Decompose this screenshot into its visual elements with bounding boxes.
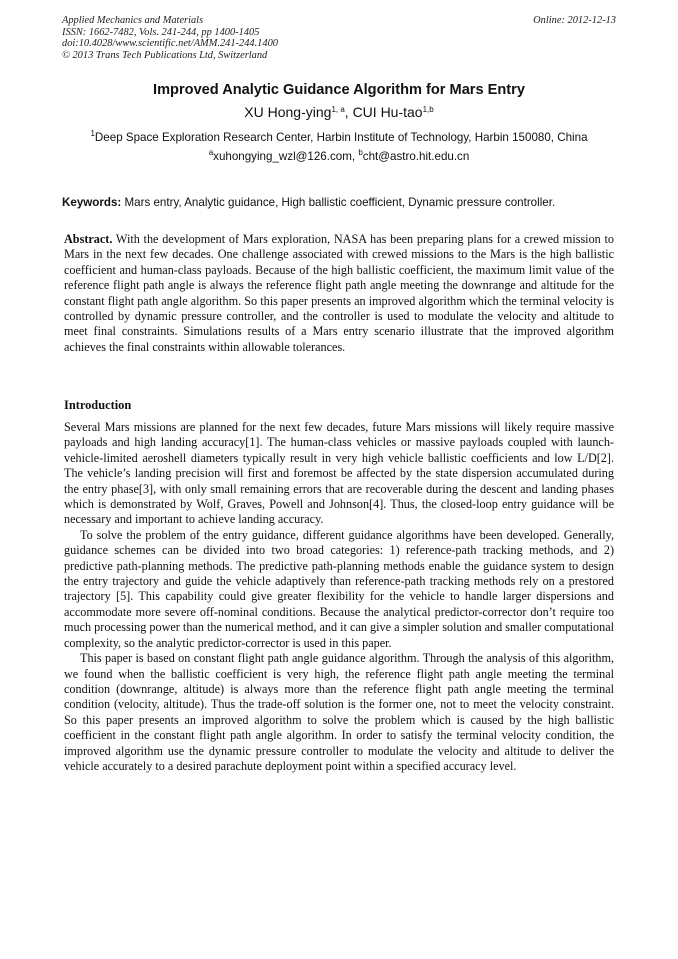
author-separator: , (344, 104, 353, 120)
journal-issn: ISSN: 1662-7482, Vols. 241-244, pp 1400-1405 (62, 26, 260, 38)
abstract (64, 232, 614, 355)
author-name: XU Hong-ying (244, 104, 332, 120)
abstract-text: With the development of Mars exploration, NASA has been preparing plans for a crewed mission to Mars in the next few decades. One challenge associated with crewed missions to the Mars is the high ballistic coefficient and human-class payloads. Because of the high ballistic coefficient, the maximum limit value of the reference flight path angle is always the reference flight path angle meeting the downrange and altitude for the constant flight path angle algorithm. So this paper presents an improved algorithm which the terminal velocity is controlled by dynamic pressure controller, and the controller is used to modulate the velocity and altitude to meet final constraints. Simulations results of a Mars entry scenario illustrate that the improved algorithm achieves the final constraints within allowable tolerances. (64, 232, 614, 354)
keywords-text: Mars entry, Analytic guidance, High ballistic coefficient, Dynamic pressure controller. (121, 196, 556, 209)
journal-header (62, 15, 616, 61)
email-mark: a (208, 148, 214, 157)
affiliation-text: Deep Space Exploration Research Center, Harbin Institute of Technology, Harbin 150080, China (94, 131, 588, 144)
author-name: CUI Hu-tao (352, 104, 423, 120)
journal-name: Applied Mechanics and Materials (62, 15, 204, 26)
keywords-label: Keywords: (62, 196, 122, 209)
journal-doi: doi:10.4028/www.scientific.net/AMM.241-244.1400 (62, 38, 278, 50)
online-date: Online: 2012-12-13 (533, 15, 616, 26)
section-heading: Introduction (64, 398, 132, 412)
affiliation-mark: 1 (90, 129, 95, 138)
email-link[interactable]: cht@astro.hit.edu.cn (362, 150, 470, 163)
author-list (62, 103, 616, 121)
paper-title: Improved Analytic Guidance Algorithm for Mars Entry (153, 82, 525, 98)
author-affiliation-mark: 1, a (331, 105, 345, 114)
affiliation (62, 131, 616, 145)
journal-copyright: © 2013 Trans Tech Publications Ltd, Switzerland (62, 49, 268, 61)
paragraph: To solve the problem of the entry guidance, different guidance algorithms have been developed. Generally, guidance schemes can be divided into two broad categories: 1) reference-path tracking methods, and 2) predictive path-planning methods. The predictive path-planning methods enable the guidance system to design the entry trajectory and guide the vehicle adaptively than reference-path tracking methods rely on a prestored trajectory [5]. This capability could give greater flexibility for the vehicle to handle larger dispersions and accommodate more severe off-nominal conditions. Because the analytical predictor-corrector don’t require too much processing power than the numerical method, and it can give a simpler solution and smaller computational complexity, so the analytic predictor-corrector is used in this paper. (64, 527, 614, 650)
paragraph: Several Mars missions are planned for the next few decades, future Mars missions will likely require massive payloads and high landing accuracy[1]. The human-class vehicles or massive payloads coupled with launch-vehicle-limited aeroshell diameters typically result in very high vehicle ballistic coefficients and low L/D[2]. The vehicle’s landing precision will first and foremost be affected by the state dispersion accumulated during the entry phase[3], with only small remaining errors that are recoverable during the descent and landing phases which is demonstrated by Wolf, Graves, Powell and Johnson[4]. Thus, the closed-loop entry guidance will be necessary and important to achieve landing accuracy. (64, 420, 614, 527)
introduction-body (64, 420, 614, 774)
keywords (62, 196, 616, 210)
author-emails (62, 150, 616, 164)
abstract-label: Abstract. (64, 232, 113, 246)
email-separator: , (351, 150, 359, 163)
email-link[interactable]: xuhongying_wzl@126.com (213, 150, 352, 163)
paragraph: This paper is based on constant flight path angle guidance algorithm. Through the analysis of this algorithm, we found when the ballistic coefficient is very high, the reference flight path angle meeting the terminal condition (downrange, altitude) is always more than the reference flight path angle meeting the terminal condition (velocity, altitude). Thus the trade-off solution is the former one, not to meet the velocity constraint. So this paper presents an improved algorithm to solve the problem which is caused by the high ballistic coefficient in the constant flight path angle algorithm. In order to satisfy the terminal velocity condition, the improved algorithm use the dynamic pressure controller to modulate the velocity and altitude to deliver the vehicle accurately to a desired parachute deployment point within a specified accuracy level. (64, 651, 614, 773)
email-mark: b (358, 148, 363, 157)
author-affiliation-mark: 1,b (422, 105, 434, 114)
